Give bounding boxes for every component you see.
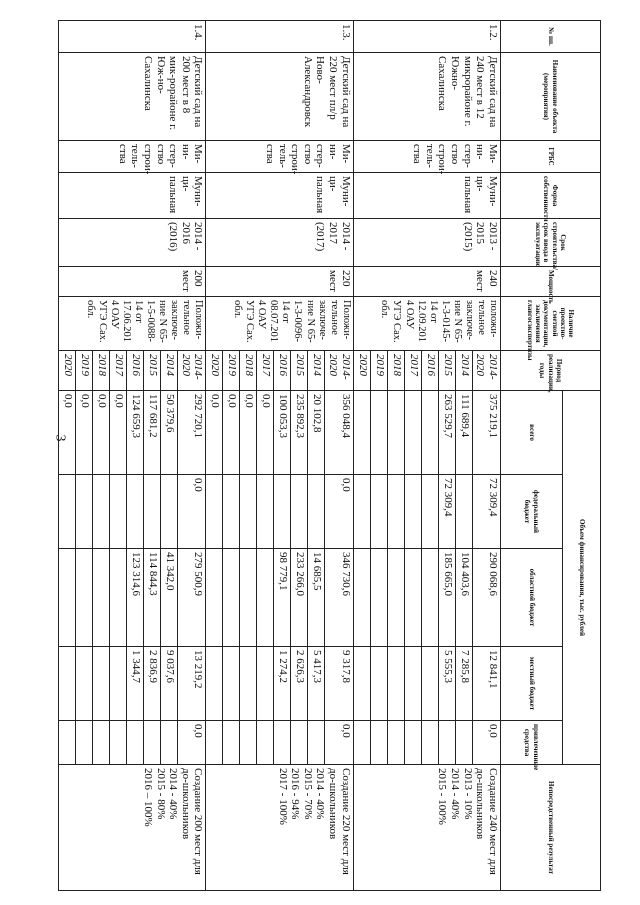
attracted-cell: 0,0 (178, 721, 206, 765)
result-cell (206, 765, 353, 891)
federal-cell (240, 475, 257, 549)
total-cell: 124 659,3 (127, 391, 144, 475)
construction-period: 2014 - 2016 (2016) (59, 219, 206, 267)
attracted-cell (404, 721, 421, 765)
regional-cell: 98 779,1 (274, 549, 291, 647)
local-cell (223, 647, 240, 721)
federal-cell (59, 475, 76, 549)
local-cell: 13 219,2 (178, 647, 206, 721)
regional-cell (223, 549, 240, 647)
total-cell: 263 529,7 (438, 391, 455, 475)
table-row (472, 21, 500, 891)
total-cell: 0,0 (76, 391, 93, 475)
total-cell: 0,0 (240, 391, 257, 475)
year-cell: 2015 (144, 351, 161, 391)
regional-cell (353, 549, 370, 647)
total-cell: 235 892,3 (291, 391, 308, 475)
total-cell: 0,0 (223, 391, 240, 475)
local-cell: 5 555,3 (438, 647, 455, 721)
header-object-name: Наименование объекта (мероприятия) (501, 53, 601, 141)
capacity-cell: 240 мест (353, 267, 500, 297)
capacity-cell: 220 мест (206, 267, 353, 297)
federal-cell (404, 475, 421, 549)
local-cell (59, 647, 76, 721)
federal-cell (274, 475, 291, 549)
table-row (178, 21, 206, 891)
year-cell: 2015 (291, 351, 308, 391)
ownership-cell: Муни-ци-пальная (353, 173, 500, 219)
header-attracted: привлеченные средства (501, 721, 563, 765)
federal-cell (127, 475, 144, 549)
total-cell: 0,0 (110, 391, 127, 475)
regional-cell (76, 549, 93, 647)
total-cell: 20 102,8 (308, 391, 325, 475)
federal-cell: 0,0 (325, 475, 353, 549)
result-line: Создание 200 мест для до-школьников (179, 768, 205, 875)
federal-cell (308, 475, 325, 549)
year-cell: 2018 (240, 351, 257, 391)
financing-table (58, 20, 601, 891)
total-cell: 0,0 (206, 391, 223, 475)
federal-cell (110, 475, 127, 549)
federal-cell (223, 475, 240, 549)
year-cell: 2017 (257, 351, 274, 391)
regional-cell: 185 665,0 (438, 549, 455, 647)
header-federal: федеральный бюджет (501, 475, 563, 549)
year-cell: 2014 (455, 351, 472, 391)
attracted-cell (240, 721, 257, 765)
federal-cell (387, 475, 404, 549)
regional-cell: 14 685,5 (308, 549, 325, 647)
regional-cell: 290 068,6 (472, 549, 500, 647)
attracted-cell (257, 721, 274, 765)
attracted-cell (206, 721, 223, 765)
total-cell: 0,0 (59, 391, 76, 475)
total-cell: 292 720,1 (178, 391, 206, 475)
federal-cell (206, 475, 223, 549)
federal-cell (353, 475, 370, 549)
federal-cell: 72 309,4 (472, 475, 500, 549)
regional-cell: 346 730,6 (325, 549, 353, 647)
header-local: местный бюджет (501, 647, 563, 721)
federal-cell: 0,0 (178, 475, 206, 549)
local-cell (421, 647, 438, 721)
attracted-cell (274, 721, 291, 765)
federal-cell (144, 475, 161, 549)
regional-cell (387, 549, 404, 647)
regional-cell: 233 266,0 (291, 549, 308, 647)
year-cell: 2016 (127, 351, 144, 391)
regional-cell (240, 549, 257, 647)
header-ownership: Форма собственности (501, 173, 601, 219)
attracted-cell (223, 721, 240, 765)
attracted-cell (291, 721, 308, 765)
federal-cell (257, 475, 274, 549)
local-cell: 1 344,7 (127, 647, 144, 721)
result-cell (353, 765, 500, 891)
federal-cell (370, 475, 387, 549)
total-cell: 0,0 (93, 391, 110, 475)
local-cell (93, 647, 110, 721)
result-line: 2015 - 100% (436, 768, 449, 825)
year-cell: 2018 (387, 351, 404, 391)
total-cell: 50 379,6 (161, 391, 178, 475)
grbs-cell: Ми-ни-стер-ство строи-тель-ства (353, 141, 500, 173)
attracted-cell (353, 721, 370, 765)
total-cell: 117 681,2 (144, 391, 161, 475)
result-line: 2015 - 70% (301, 768, 314, 820)
local-cell (387, 647, 404, 721)
local-cell (240, 647, 257, 721)
local-cell (353, 647, 370, 721)
year-cell: 2015 (438, 351, 455, 391)
result-line: 2015 - 80% (154, 768, 167, 820)
row-number: 1.2. (353, 21, 500, 53)
attracted-cell (76, 721, 93, 765)
construction-period: 2013 - 2015 (2015) (353, 219, 500, 267)
local-cell (404, 647, 421, 721)
attracted-cell (421, 721, 438, 765)
total-cell (404, 391, 421, 475)
total-cell (353, 391, 370, 475)
attracted-cell (387, 721, 404, 765)
federal-cell (161, 475, 178, 549)
total-cell (370, 391, 387, 475)
ownership-cell: Муни-ци-пальная (59, 173, 206, 219)
year-cell: 2018 (93, 351, 110, 391)
attracted-cell (93, 721, 110, 765)
header-grbs: ГРБС (501, 141, 601, 173)
year-cell: 2014 (308, 351, 325, 391)
regional-cell: 114 844,3 (144, 549, 161, 647)
total-cell: 111 689,4 (455, 391, 472, 475)
regional-cell (404, 549, 421, 647)
object-name: Детский сад на 200 мест в 8 мик-рорайоне г. Юж-но-Сахалинска (59, 53, 206, 141)
header-capacity: Мощность (501, 267, 601, 297)
attracted-cell (144, 721, 161, 765)
local-cell (76, 647, 93, 721)
local-cell (370, 647, 387, 721)
expertise-cell: Положи-тельное заключе-ние N 65-1-3-0096-14 от 08.07.201 4 ОАУ УГЭ Сах. обл. (206, 297, 353, 351)
row-number: 1.4. (59, 21, 206, 53)
year-cell: 2020 (59, 351, 76, 391)
grbs-cell: Ми-ни-стер-ство строи-тель-ства (59, 141, 206, 173)
regional-cell (257, 549, 274, 647)
local-cell: 5 417,3 (308, 647, 325, 721)
result-line: 2014 - 40% (167, 768, 180, 820)
year-cell: 2014-2020 (472, 351, 500, 391)
attracted-cell: 0,0 (325, 721, 353, 765)
header-regional: областной бюджет (501, 549, 563, 647)
regional-cell (59, 549, 76, 647)
year-cell: 2020 (206, 351, 223, 391)
header-realization-period: Период реализации, годы (501, 351, 601, 391)
attracted-cell (438, 721, 455, 765)
table-row (325, 21, 353, 891)
regional-cell: 279 500,9 (178, 549, 206, 647)
result-line: Создание 220 мест для до-школьников (327, 768, 352, 875)
local-cell: 7 285,8 (455, 647, 472, 721)
result-line: 2014 - 40% (449, 768, 462, 820)
result-line: 2016 – 100% (141, 768, 154, 827)
year-cell: 2019 (76, 351, 93, 391)
total-cell (387, 391, 404, 475)
attracted-cell (370, 721, 387, 765)
attracted-cell (308, 721, 325, 765)
local-cell (206, 647, 223, 721)
result-cell (59, 765, 206, 891)
result-line: 2014 - 40% (314, 768, 327, 820)
attracted-cell (59, 721, 76, 765)
header-construction-period: Срок строительства/срок ввода в эксплуатацию (501, 219, 601, 267)
federal-cell (421, 475, 438, 549)
regional-cell (370, 549, 387, 647)
attracted-cell: 0,0 (472, 721, 500, 765)
attracted-cell (127, 721, 144, 765)
attracted-cell (110, 721, 127, 765)
federal-cell (76, 475, 93, 549)
local-cell (257, 647, 274, 721)
local-cell: 1 274,2 (274, 647, 291, 721)
object-name: Детский сад на 220 мест пл/р Ново-Александровск (206, 53, 353, 141)
year-cell: 2017 (404, 351, 421, 391)
row-number: 1.3. (206, 21, 353, 53)
year-cell: 2019 (370, 351, 387, 391)
federal-cell (455, 475, 472, 549)
page-number: 3 (52, 434, 68, 442)
year-cell: 2014 (161, 351, 178, 391)
regional-cell: 123 314,6 (127, 549, 144, 647)
attracted-cell (161, 721, 178, 765)
header-total: всего (501, 391, 563, 475)
expertise-cell: положи-тельное заключе-ние N 65-1-3-0145-14 от 12.09.201 4 ОАУ УГЭ Сах. обл. (353, 297, 500, 351)
year-cell: 2016 (274, 351, 291, 391)
local-cell: 9 317,8 (325, 647, 353, 721)
grbs-cell: Ми-ни-стер-ство строи-тель-ства (206, 141, 353, 173)
header-num: № пп. (501, 21, 601, 53)
local-cell: 2 626,3 (291, 647, 308, 721)
regional-cell (206, 549, 223, 647)
attracted-cell (455, 721, 472, 765)
federal-cell (291, 475, 308, 549)
object-name: Детский сад на 240 мест в 12 микрорайоне г. Южно-Сахалинска (353, 53, 500, 141)
year-cell: 2014-2020 (325, 351, 353, 391)
result-line: 2017 - 100% (276, 768, 289, 825)
total-cell: 0,0 (257, 391, 274, 475)
header-result: Непосредственный результат (501, 765, 601, 891)
year-cell: 2017 (110, 351, 127, 391)
construction-period: 2014 - 2017 (2017) (206, 219, 353, 267)
federal-cell (93, 475, 110, 549)
local-cell: 12 841,1 (472, 647, 500, 721)
result-line: Создание 240 мест для до-школьников (474, 768, 499, 875)
year-cell: 2019 (223, 351, 240, 391)
regional-cell (93, 549, 110, 647)
year-cell: 2014-2020 (178, 351, 206, 391)
header-financing-group: Объем финансирования, тыс. рублей (563, 391, 601, 765)
result-line: 2016 - 94% (289, 768, 302, 820)
program-table-sheet (62, 20, 601, 890)
result-line: 2013 - 10% (461, 768, 474, 820)
expertise-cell: Положи-тельное заключе-ние N 65-1-5-0088-14 от 17.06.201 4 ОАУ УГЭ Сах. обл. (59, 297, 206, 351)
regional-cell: 41 342,0 (161, 549, 178, 647)
header-expertise: Наличие проектно-сметной документации, заключения главгосэкспертизы (501, 297, 601, 351)
local-cell: 9 037,6 (161, 647, 178, 721)
regional-cell: 104 403,6 (455, 549, 472, 647)
total-cell: 100 053,3 (274, 391, 291, 475)
local-cell (110, 647, 127, 721)
ownership-cell: Муни-ци-пальная (206, 173, 353, 219)
federal-cell: 72 309,4 (438, 475, 455, 549)
regional-cell (421, 549, 438, 647)
total-cell (421, 391, 438, 475)
capacity-cell: 200 мест (59, 267, 206, 297)
year-cell: 2016 (421, 351, 438, 391)
year-cell: 2020 (353, 351, 370, 391)
local-cell: 2 836,9 (144, 647, 161, 721)
total-cell: 375 219,1 (472, 391, 500, 475)
total-cell: 356 048,4 (325, 391, 353, 475)
regional-cell (110, 549, 127, 647)
